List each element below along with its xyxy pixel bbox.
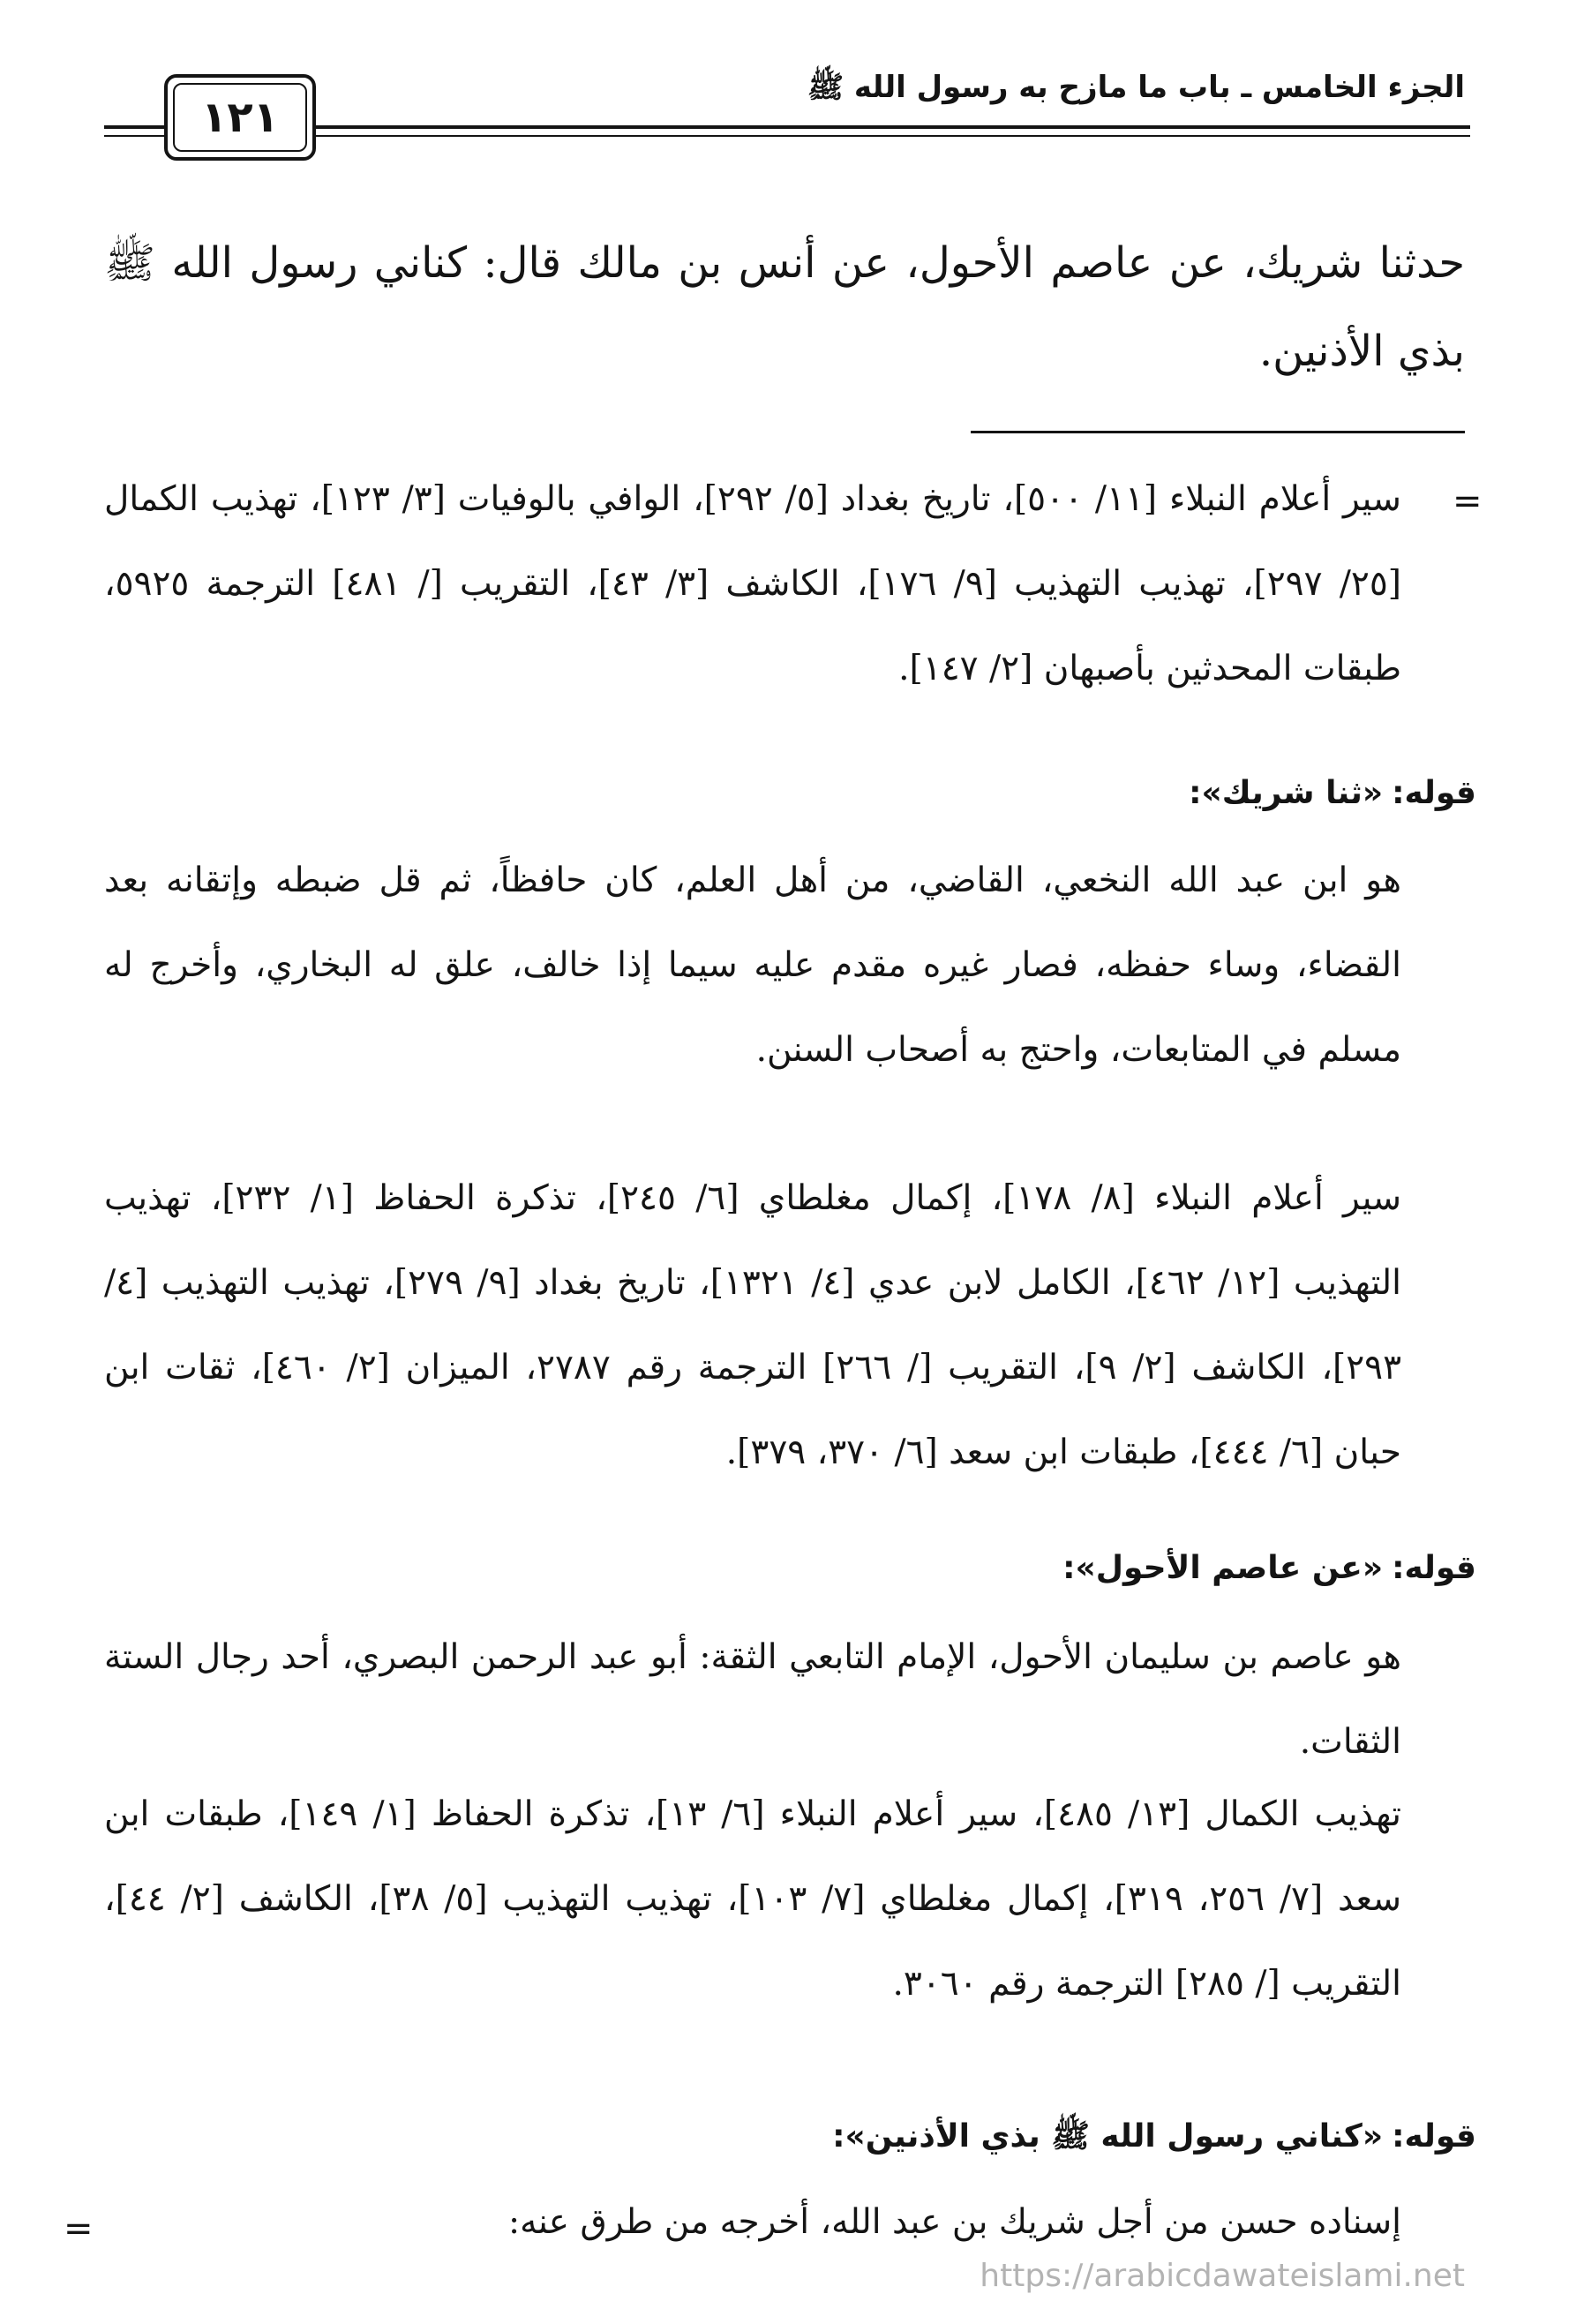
qawl-label: قوله:	[1392, 775, 1476, 811]
qawl-quote: «كناني رسول الله ﷺ بذي الأذنين»:	[832, 2118, 1384, 2155]
sources-paragraph-1: سير أعلام النبلاء [١١/ ٥٠٠]، تاريخ بغداد [٥/ ٢٩٢]، الوافي بالوفيات [٣/ ١٢٣]، تهذيب الكمال [٢٥/ ٢٩٧]، تهذيب التهذيب [٩/ ١٧٦]، الكاشف [٣/ ٤٣]، التقريب [/ ٤٨١] الترجمة ٥٩٢٥، طبقات المحدثين بأصبهان [٢/ ١٤٧].	[104, 479, 1402, 688]
main-text: حدثنا شريك، عن عاصم الأحول، عن أنس بن مالك قال: كناني رسول الله ﷺ بذي الأذنين.	[104, 238, 1466, 376]
qawl-heading-2	[1062, 1550, 1476, 1586]
continuation-mark-top: =	[1453, 481, 1483, 522]
page-number: ١٢١	[173, 83, 307, 152]
footnote-divider	[971, 431, 1465, 433]
bio-paragraph-2: هو عاصم بن سليمان الأحول، الإمام التابعي الثقة: أبو عبد الرحمن البصري، أحد رجال الستة الثقات.	[104, 1637, 1401, 1762]
isnad-paragraph: إسناده حسن من أجل شريك بن عبد الله، أخرجه من طرق عنه:	[507, 2202, 1401, 2242]
running-header: الجزء الخامس ـ باب ما مازح به رسول الله ﷺ	[807, 70, 1465, 105]
qawl-heading-1	[1189, 775, 1476, 811]
watermark: https://arabicdawateislami.net	[980, 2258, 1465, 2294]
qawl-label: قوله:	[1392, 2118, 1476, 2155]
qawl-quote: «عن عاصم الأحول»:	[1062, 1550, 1384, 1586]
continuation-mark-bottom: =	[64, 2208, 94, 2249]
page-number-frame	[164, 74, 316, 161]
sources-paragraph-2: سير أعلام النبلاء [٨/ ١٧٨]، إكمال مغلطاي [٦/ ٢٤٥]، تذكرة الحفاظ [١/ ٢٣٢]، تهذيب التهذيب [١٢/ ٤٦٢]، الكامل لابن عدي [٤/ ١٣٢١]، تاريخ بغداد [٩/ ٢٧٩]، تهذيب التهذيب [٤/ ٢٩٣]، الكاشف [٢/ ٩]، التقريب [/ ٢٦٦] الترجمة رقم ٢٧٨٧، الميزان [٢/ ٤٦٠]، ثقات ابن حبان [٦/ ٤٤٤]، طبقات ابن سعد [٦/ ٣٧٠، ٣٧٩].	[104, 1178, 1402, 1472]
bio-paragraph-1: هو ابن عبد الله النخعي، القاضي، من أهل العلم، كان حافظاً، ثم قل ضبطه وإتقانه بعد القضاء، وساء حفظه، فصار غيره مقدم عليه سيما إذا خالف، علق له البخاري، وأخرج له مسلم في المتابعات، واحتج به أصحاب السنن.	[104, 861, 1401, 1070]
qawl-heading-3	[832, 2117, 1476, 2162]
qawl-quote: «ثنا شريك»:	[1189, 775, 1384, 811]
qawl-label: قوله:	[1392, 1550, 1476, 1586]
sources-paragraph-3: تهذيب الكمال [١٣/ ٤٨٥]، سير أعلام النبلاء [٦/ ١٣]، تذكرة الحفاظ [١/ ١٤٩]، طبقات ابن سعد [٧/ ٢٥٦، ٣١٩]، إكمال مغلطاي [٧/ ١٠٣]، تهذيب التهذيب [٥/ ٣٨]، الكاشف [٢/ ٤٤]، التقريب [/ ٢٨٥] الترجمة رقم ٣٠٦٠.	[104, 1794, 1401, 2004]
